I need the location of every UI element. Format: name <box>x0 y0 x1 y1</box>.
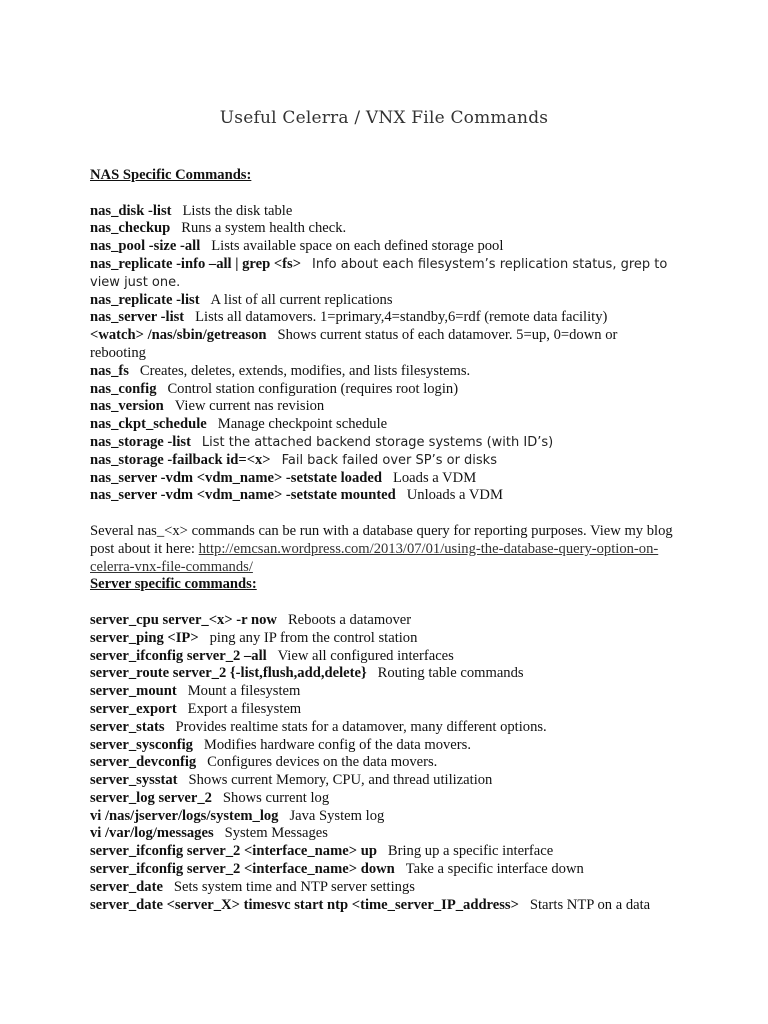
server-command-line <box>90 897 680 915</box>
nas-command-name: nas_fs <box>90 362 129 379</box>
server-command-name: server_cpu server_<x> -r now <box>90 611 277 628</box>
nas-command-name: nas_storage -failback id=<x> <box>90 451 271 468</box>
spacer <box>90 594 680 612</box>
nas-command-description: Manage checkpoint schedule <box>217 416 388 433</box>
nas-command-list <box>90 203 680 506</box>
server-command-description: Take a specific interface down <box>405 861 584 878</box>
server-command-name: server_date <box>90 878 163 895</box>
nas-command-name: nas_disk -list <box>90 202 172 219</box>
spacer <box>90 185 680 203</box>
nas-command-name: nas_server -vdm <vdm_name> -setstate loaded <box>90 469 382 486</box>
server-command-name: server_ifconfig server_2 –all <box>90 647 267 664</box>
server-command-line <box>90 665 680 683</box>
nas-command-description: Control station configuration (requires root login) <box>167 380 459 397</box>
nas-command-name: nas_server -list <box>90 309 185 326</box>
server-command-line <box>90 630 680 648</box>
server-command-description: Sets system time and NTP server settings <box>173 878 415 895</box>
server-command-description: Bring up a specific interface <box>387 843 554 860</box>
blog-paragraph <box>90 523 680 576</box>
server-command-name: server_ifconfig server_2 <interface_name> up <box>90 843 377 860</box>
nas-command-line <box>90 434 680 452</box>
server-command-name: vi /var/log/messages <box>90 825 214 842</box>
server-command-name: server_stats <box>90 718 165 735</box>
nas-command-name: nas_version <box>90 398 164 415</box>
server-command-line <box>90 825 680 843</box>
server-command-name: server_route server_2 {-list,flush,add,delete} <box>90 665 367 682</box>
server-command-description: Provides realtime stats for a datamover, many different options. <box>175 718 547 735</box>
server-command-description: Export a filesystem <box>187 700 302 717</box>
server-command-line <box>90 772 680 790</box>
nas-command-description: Lists available space on each defined storage pool <box>211 238 504 255</box>
server-command-list <box>90 612 680 915</box>
server-command-description: System Messages <box>224 825 328 842</box>
server-command-name: server_log server_2 <box>90 789 212 806</box>
nas-command-description: A list of all current replications <box>210 291 393 308</box>
nas-command-continuation: view just one. <box>90 274 181 290</box>
server-command-name: server_sysconfig <box>90 736 193 753</box>
server-command-line <box>90 612 680 630</box>
nas-command-description: Unloads a VDM <box>406 487 503 504</box>
nas-command-name: <watch> /nas/sbin/getreason <box>90 327 267 344</box>
nas-command-line <box>90 327 680 345</box>
nas-command-name: nas_replicate -info –all | grep <fs> <box>90 255 302 272</box>
server-command-name: server_devconfig <box>90 754 197 771</box>
server-command-name: server_mount <box>90 683 177 700</box>
nas-command-description: View current nas revision <box>174 398 325 415</box>
server-command-line <box>90 808 680 826</box>
nas-command-line <box>90 220 680 238</box>
server-command-line <box>90 861 680 879</box>
nas-command-description: Lists all datamovers. 1=primary,4=standby,6=rdf (remote data facility) <box>195 309 608 326</box>
nas-command-name: nas_storage -list <box>90 433 191 450</box>
server-command-name: server_ifconfig server_2 <interface_name> down <box>90 861 395 878</box>
server-command-description: Shows current Memory, CPU, and thread utilization <box>188 772 493 789</box>
server-command-line <box>90 843 680 861</box>
document-title: Useful Celerra / VNX File Commands <box>219 108 549 128</box>
nas-command-line <box>90 238 680 256</box>
nas-command-line <box>90 416 680 434</box>
server-command-description: Mount a filesystem <box>187 683 301 700</box>
server-command-line <box>90 754 680 772</box>
server-command-line <box>90 737 680 755</box>
server-command-name: server_sysstat <box>90 772 178 789</box>
server-command-description: View all configured interfaces <box>277 647 454 664</box>
server-command-line <box>90 879 680 897</box>
server-command-description: Reboots a datamover <box>287 611 412 628</box>
nas-command-line <box>90 256 680 274</box>
nas-command-line <box>90 203 680 221</box>
nas-command-description: Creates, deletes, extends, modifies, and lists filesystems. <box>139 362 471 379</box>
nas-command-description: Fail back failed over SP’s or disks <box>281 452 497 468</box>
blog-text: Several nas_<x> commands can be run with a database query for reporting purposes. View my blog post about it here: <box>90 522 673 557</box>
nas-command-line <box>90 398 680 416</box>
nas-command-line <box>90 470 680 488</box>
nas-command-description: Shows current status of each datamover. 5=up, 0=down or <box>277 327 618 344</box>
server-command-line <box>90 683 680 701</box>
nas-command-name: nas_server -vdm <vdm_name> -setstate mounted <box>90 487 396 504</box>
nas-command-line <box>90 309 680 327</box>
server-command-description: Modifies hardware config of the data movers. <box>203 736 471 753</box>
server-command-description: Routing table commands <box>377 665 524 682</box>
nas-command-description: List the attached backend storage systems (with ID’s) <box>201 434 554 450</box>
nas-command-description: Lists the disk table <box>182 202 293 219</box>
nas-command-continuation: rebooting <box>90 344 146 361</box>
server-command-name: server_export <box>90 700 177 717</box>
nas-command-name: nas_config <box>90 380 157 397</box>
nas-command-description: Info about each filesystem’s replication status, grep to <box>312 256 668 272</box>
server-command-name: server_ping <IP> <box>90 629 199 646</box>
server-command-description: Configures devices on the data movers. <box>207 754 438 771</box>
server-command-line <box>90 648 680 666</box>
server-command-line <box>90 701 680 719</box>
server-command-description: Starts NTP on a data <box>529 896 651 913</box>
blog-link[interactable]: http://emcsan.wordpress.com/2013/07/01/using-the-database-query-option-on-celerra-vnx-file-commands/ <box>90 540 659 575</box>
server-command-name: server_date <server_X> timesvc start ntp <time_server_IP_address> <box>90 896 519 913</box>
nas-command-description: Loads a VDM <box>392 469 477 486</box>
server-command-description: Java System log <box>289 807 385 824</box>
nas-command-line <box>90 487 680 505</box>
nas-command-line <box>90 452 680 470</box>
server-command-line <box>90 719 680 737</box>
nas-command-name: nas_replicate -list <box>90 291 200 308</box>
server-command-description: Shows current log <box>222 789 330 806</box>
server-command-line <box>90 790 680 808</box>
nas-command-line <box>90 363 680 381</box>
nas-command-name: nas_pool -size -all <box>90 238 201 255</box>
nas-section-heading: NAS Specific Commands: <box>90 167 252 183</box>
server-section-heading: Server specific commands: <box>90 576 257 593</box>
nas-command-description: Runs a system health check. <box>181 220 347 237</box>
nas-command-name: nas_ckpt_schedule <box>90 416 207 433</box>
nas-command-line <box>90 292 680 310</box>
document-body <box>90 167 680 914</box>
spacer <box>90 505 680 523</box>
server-command-name: vi /nas/jserver/logs/system_log <box>90 807 279 824</box>
nas-command-line <box>90 381 680 399</box>
server-command-description: ping any IP from the control station <box>209 629 418 646</box>
nas-command-name: nas_checkup <box>90 220 171 237</box>
